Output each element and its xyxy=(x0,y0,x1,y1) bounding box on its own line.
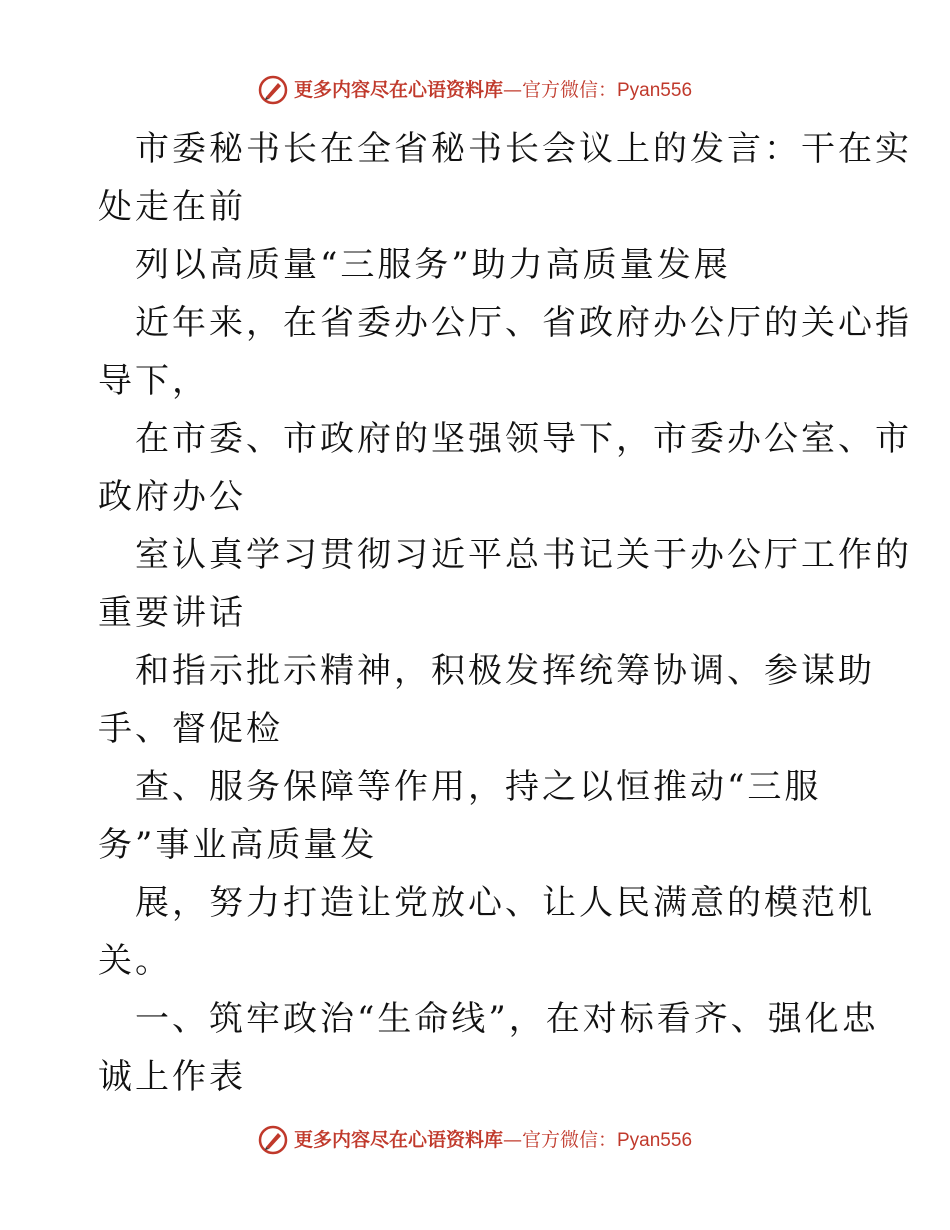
text-line: 政府办公 xyxy=(98,477,246,517)
banner-text xyxy=(293,78,693,101)
text-line: 在市委、市政府的坚强领导下，市委办公室、市 xyxy=(135,419,912,459)
text-line: 展，努力打造让党放心、让人民满意的模范机 xyxy=(135,883,875,923)
banner-title: 更多内容尽在心语资料库 xyxy=(293,1128,503,1151)
footer-banner xyxy=(0,1120,950,1160)
text-line: 务”事业高质量发 xyxy=(98,825,378,865)
text-line: 列以高质量“三服务”助力高质量发展 xyxy=(135,245,731,285)
text-line: 手、督促检 xyxy=(98,709,283,749)
pen-logo-icon xyxy=(258,1125,288,1155)
banner-wechat-id: Pyan556 xyxy=(617,79,693,101)
text-line: 重要讲话 xyxy=(98,593,246,633)
text-line: 关。 xyxy=(98,941,172,981)
banner-dash: — xyxy=(502,1128,522,1151)
text-line: 近年来，在省委办公厅、省政府办公厅的关心指 xyxy=(135,303,912,343)
text-line: 诚上作表 xyxy=(98,1057,246,1097)
text-line: 和指示批示精神，积极发挥统筹协调、参谋助 xyxy=(135,651,875,691)
banner-wechat-id: Pyan556 xyxy=(617,1129,693,1151)
banner-wechat-label: 官方微信： xyxy=(521,1128,617,1151)
banner-wechat-label: 官方微信： xyxy=(521,78,617,101)
pen-logo-icon xyxy=(258,75,288,105)
text-line: 一、筑牢政治“生命线”，在对标看齐、强化忠 xyxy=(135,999,879,1039)
banner-dash: — xyxy=(502,78,522,101)
text-line: 导下， xyxy=(98,361,209,401)
banner-text xyxy=(293,1128,693,1151)
text-line: 处走在前 xyxy=(98,187,246,227)
document-body xyxy=(98,120,912,1106)
text-line: 市委秘书长在全省秘书长会议上的发言：干在实 xyxy=(135,129,912,169)
text-line: 查、服务保障等作用，持之以恒推动“三服 xyxy=(135,767,822,807)
text-line: 室认真学习贯彻习近平总书记关于办公厅工作的 xyxy=(135,535,912,575)
banner-title: 更多内容尽在心语资料库 xyxy=(293,78,503,101)
header-banner xyxy=(0,70,950,110)
